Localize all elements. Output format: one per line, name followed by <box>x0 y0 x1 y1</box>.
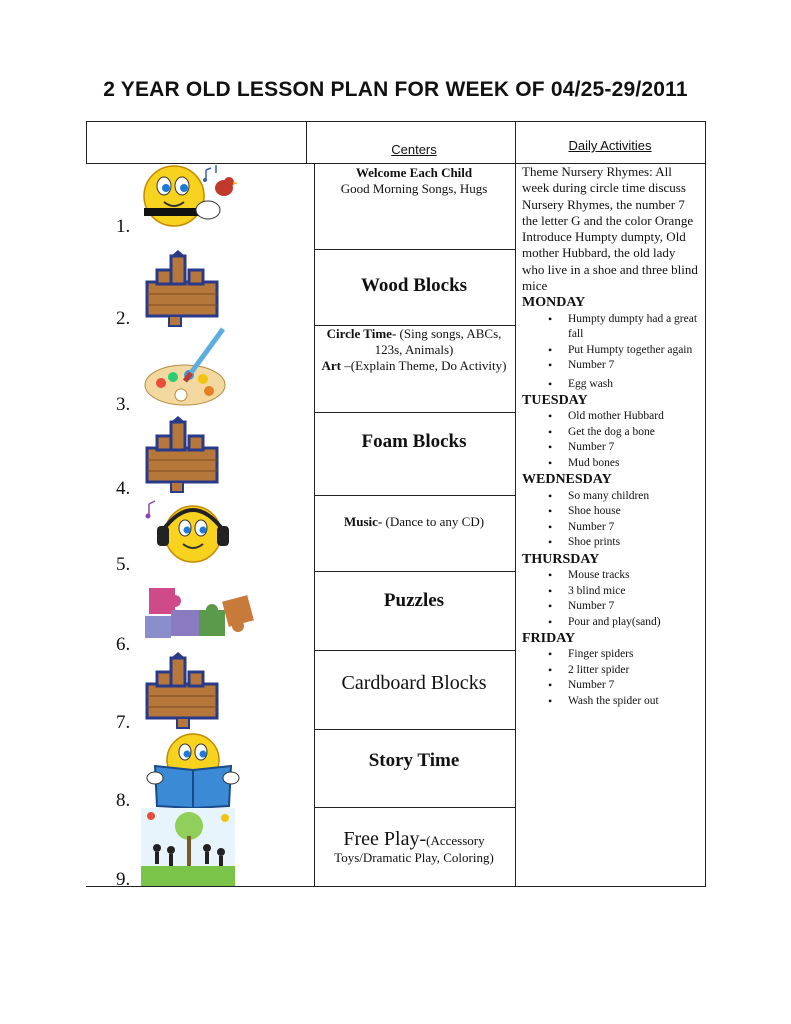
day-thursday: THURSDAY <box>522 551 600 567</box>
table-border-bottom <box>86 886 706 887</box>
list-item: • Number 7 <box>568 678 698 694</box>
music-label: Music- <box>343 514 383 529</box>
center-music <box>315 514 513 530</box>
list-item: • Number 7 <box>568 599 698 615</box>
row-number-9: 9. <box>116 869 131 890</box>
row-line <box>314 249 515 250</box>
table-border-left-header <box>86 121 87 163</box>
table-border-top <box>86 121 706 122</box>
day-monday: MONDAY <box>522 295 586 311</box>
circle-time-label: Circle Time- <box>326 326 397 341</box>
center-cardboard-blocks: Cardboard Blocks <box>341 672 487 694</box>
day-friday: FRIDAY <box>522 631 576 647</box>
list-item: • Get the dog a bone <box>568 425 698 441</box>
row-line <box>314 650 515 651</box>
list-item: • Old mother Hubbard <box>568 409 698 425</box>
list-item: • Egg wash <box>568 377 698 393</box>
friday-list <box>522 647 698 709</box>
row-number-8: 8. <box>116 790 131 811</box>
row-line <box>314 807 515 808</box>
list-item: • Mouse tracks <box>568 568 698 584</box>
free-play-label: Free Play- <box>343 828 427 850</box>
list-item: • Humpty dumpty had a great fall <box>568 312 698 343</box>
list-item: • Number 7 <box>568 520 698 536</box>
wednesday-list <box>522 489 698 551</box>
table-border-right <box>705 121 706 887</box>
row-number-4: 4. <box>116 478 131 499</box>
list-item: • Put Humpty together again <box>568 343 698 359</box>
monday-list <box>522 312 698 393</box>
smiley-bird-icon <box>136 162 240 238</box>
list-item: • Finger spiders <box>568 647 698 663</box>
center-circle-time <box>315 326 513 374</box>
art-detail: –(Explain Theme, Do Activity) <box>341 358 507 373</box>
row-line <box>314 729 515 730</box>
center-welcome <box>315 165 513 197</box>
art-label: Art <box>321 358 341 373</box>
list-item: • Shoe prints <box>568 535 698 551</box>
thursday-list <box>522 568 698 630</box>
row-line <box>314 571 515 572</box>
header-divider-1 <box>306 121 307 163</box>
list-item: • Mud bones <box>568 456 698 472</box>
list-item: • Shoe house <box>568 504 698 520</box>
foam-blocks-icon <box>141 414 223 494</box>
smiley-headphones-icon <box>141 496 241 570</box>
header-daily-activities: Daily Activities <box>568 138 652 153</box>
free-play-accessory: (Accessory <box>426 833 485 848</box>
center-free-play <box>315 828 513 866</box>
row-number-2: 2. <box>116 308 131 329</box>
cardboard-blocks-icon <box>141 652 223 730</box>
row-number-1: 1. <box>116 216 131 237</box>
center-welcome-title: Welcome Each Child <box>355 165 473 180</box>
center-story-time: Story Time <box>368 750 460 771</box>
smiley-reading-icon <box>141 730 241 808</box>
children-playing-icon <box>141 808 235 886</box>
row-number-5: 5. <box>116 554 131 575</box>
row-number-7: 7. <box>116 712 131 733</box>
free-play-detail: Toys/Dramatic Play, Coloring) <box>334 850 494 865</box>
list-item: • 3 blind mice <box>568 584 698 600</box>
row-number-3: 3. <box>116 394 131 415</box>
center-welcome-detail: Good Morning Songs, Hugs <box>340 181 488 196</box>
center-puzzles: Puzzles <box>383 590 445 611</box>
theme-intro: Theme Nursery Rhymes: All week during circle time discuss Nursery Rhymes, the number 7 the letter G and the color Orange <box>522 164 694 228</box>
list-item: • Wash the spider out <box>568 694 698 710</box>
circle-time-detail: (Sing songs, ABCs, 123s, Animals) <box>374 326 502 357</box>
list-item: • Number 7 <box>568 358 698 374</box>
daily-activities <box>522 164 698 709</box>
column-divider-2 <box>515 121 516 887</box>
music-detail: (Dance to any CD) <box>382 514 485 529</box>
row-line <box>314 495 515 496</box>
header-centers: Centers <box>391 142 437 157</box>
paint-palette-icon <box>141 325 241 409</box>
day-tuesday: TUESDAY <box>522 393 588 409</box>
list-item: • Pour and play(sand) <box>568 615 698 631</box>
list-item: • So many children <box>568 489 698 505</box>
puzzle-pieces-icon <box>141 580 257 644</box>
day-wednesday: WEDNESDAY <box>522 472 612 488</box>
wood-blocks-icon <box>141 250 223 328</box>
rhymes-intro: Introduce Humpty dumpty, Old mother Hubbard, the old lady who live in a shoe and three blind mice <box>522 229 698 294</box>
center-foam-blocks: Foam Blocks <box>361 431 467 452</box>
list-item: • Number 7 <box>568 440 698 456</box>
row-number-6: 6. <box>116 634 131 655</box>
center-wood-blocks: Wood Blocks <box>360 275 468 296</box>
row-line <box>314 412 515 413</box>
list-item: • 2 litter spider <box>568 663 698 679</box>
tuesday-list <box>522 409 698 471</box>
page-title: 2 YEAR OLD LESSON PLAN FOR WEEK OF 04/25-29/2011 <box>103 78 688 101</box>
